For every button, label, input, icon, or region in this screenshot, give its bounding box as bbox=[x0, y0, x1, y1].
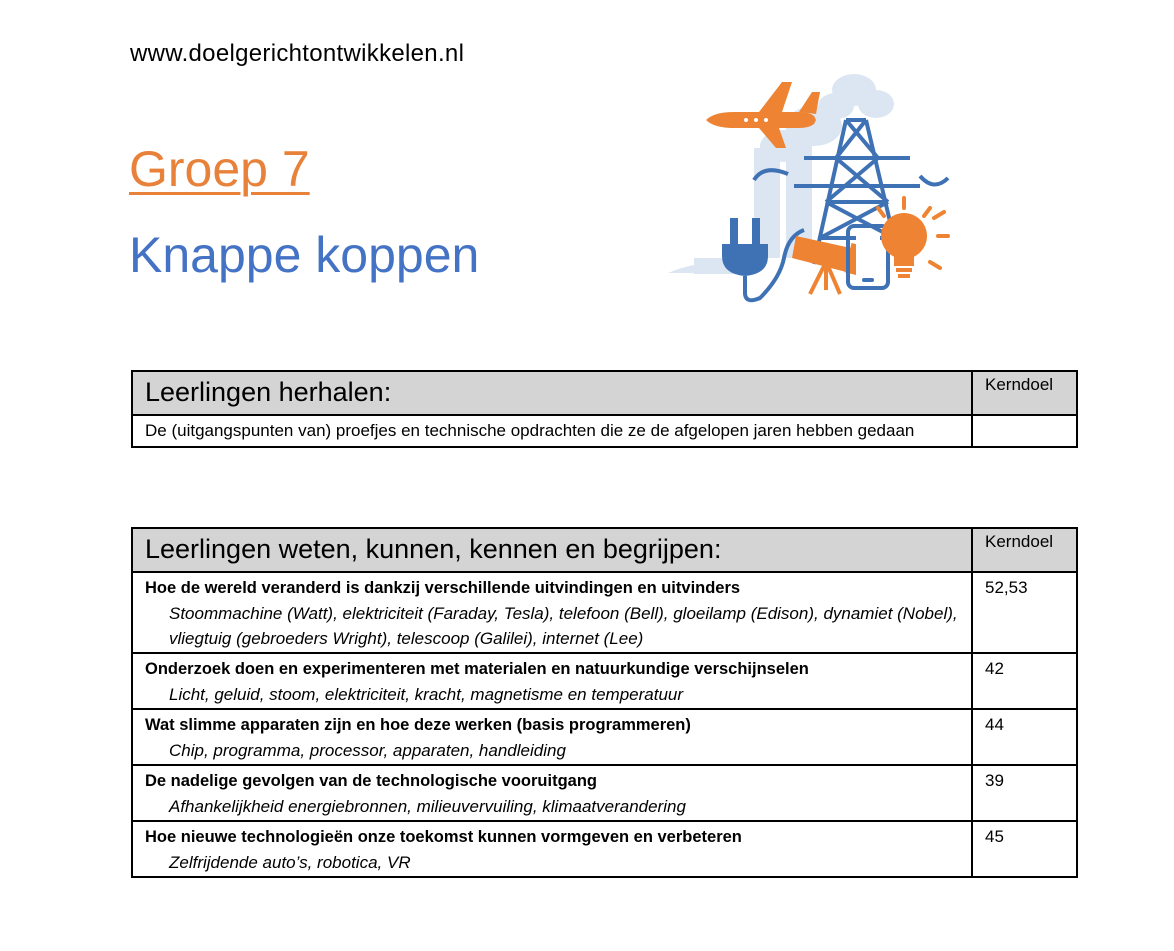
table-row bbox=[132, 572, 1077, 653]
row-detail: Licht, geluid, stoom, elektriciteit, kracht, magnetisme en temperatuur bbox=[169, 685, 684, 704]
row-text: De (uitgangspunten van) proefjes en technische opdrachten die ze de afgelopen jaren hebben gedaan bbox=[132, 415, 972, 447]
row-kerndoel: 45 bbox=[972, 821, 1077, 877]
learning-goals-table bbox=[131, 527, 1078, 878]
row-detail: Zelfrijdende auto’s, robotica, VR bbox=[169, 853, 411, 872]
group-title: Groep 7 bbox=[129, 141, 310, 197]
row-kerndoel: 44 bbox=[972, 709, 1077, 765]
table-row bbox=[132, 415, 1077, 447]
row-kerndoel bbox=[972, 415, 1077, 447]
table-row bbox=[132, 765, 1077, 821]
table-title: Leerlingen herhalen: bbox=[132, 371, 972, 415]
row-title: Wat slimme apparaten zijn en hoe deze werken (basis programmeren) bbox=[145, 716, 691, 734]
table-row bbox=[132, 709, 1077, 765]
technology-illustration bbox=[664, 68, 959, 304]
repeat-table bbox=[131, 370, 1078, 448]
table-row bbox=[132, 821, 1077, 877]
table-title: Leerlingen weten, kunnen, kennen en begrijpen: bbox=[132, 528, 972, 572]
row-detail: Chip, programma, processor, apparaten, handleiding bbox=[169, 741, 566, 760]
row-kerndoel: 52,53 bbox=[972, 572, 1077, 653]
row-kerndoel: 42 bbox=[972, 653, 1077, 709]
kerndoel-header: Kerndoel bbox=[972, 528, 1077, 572]
row-title: Onderzoek doen en experimenteren met materialen en natuurkundige verschijnselen bbox=[145, 660, 809, 678]
table-header-row bbox=[132, 528, 1077, 572]
row-detail: Afhankelijkheid energiebronnen, milieuvervuiling, klimaatverandering bbox=[169, 797, 686, 816]
row-title: Hoe de wereld veranderd is dankzij verschillende uitvindingen en uitvinders bbox=[145, 579, 741, 597]
kerndoel-header: Kerndoel bbox=[972, 371, 1077, 415]
table-header-row bbox=[132, 371, 1077, 415]
page-subtitle: Knappe koppen bbox=[129, 227, 480, 283]
telescope-icon bbox=[792, 236, 863, 294]
site-url: www.doelgerichtontwikkelen.nl bbox=[130, 40, 465, 67]
table-row bbox=[132, 653, 1077, 709]
row-title: De nadelige gevolgen van de technologische vooruitgang bbox=[145, 772, 597, 790]
row-title: Hoe nieuwe technologieën onze toekomst kunnen vormgeven en verbeteren bbox=[145, 828, 742, 846]
row-kerndoel: 39 bbox=[972, 765, 1077, 821]
row-detail: Stoommachine (Watt), elektriciteit (Faraday, Tesla), telefoon (Bell), gloeilamp (Edison), dynamiet (Nobel), vliegtuig (gebroeders Wright), telescoop (Galilei), internet (Lee) bbox=[169, 604, 958, 648]
